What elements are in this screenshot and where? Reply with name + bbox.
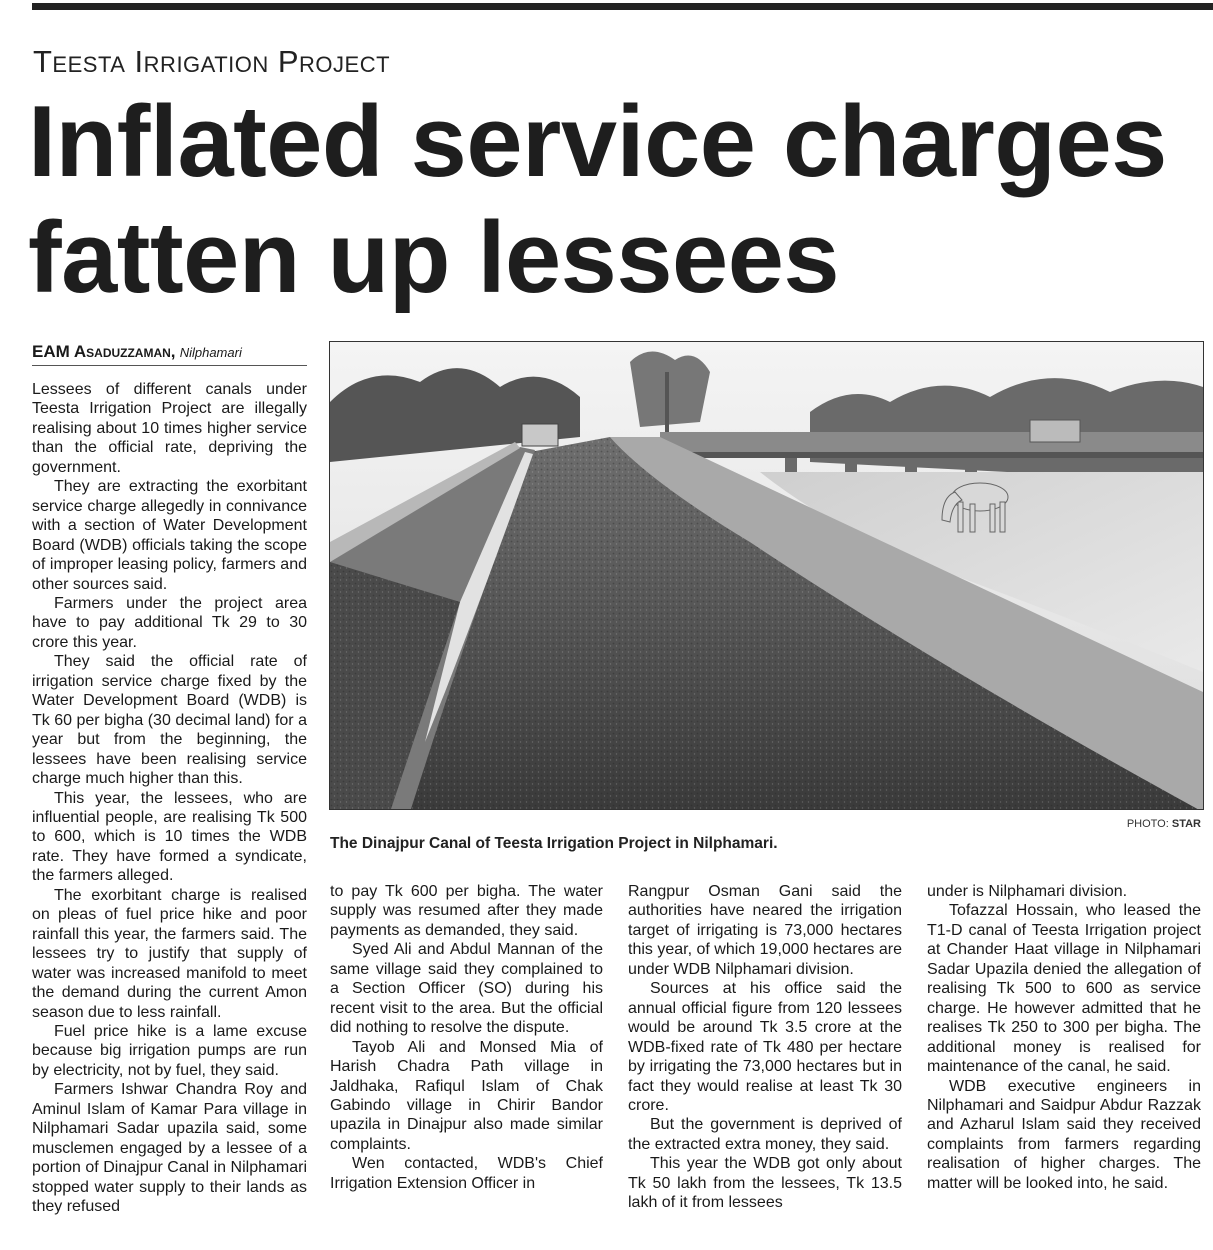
photo-caption: The Dinajpur Canal of Teesta Irrigation Project in Nilphamari. [330, 835, 778, 852]
column-3 [628, 882, 902, 1213]
paragraph: This year the WDB got only about Tk 50 lakh from the lessees, Tk 13.5 lakh of it from lessees [628, 1155, 902, 1212]
paragraph: WDB executive engineers in Nilphamari and Saidpur Abdur Razzak and Azharul Islam said they received complaints from farmers regarding realisation of higher charges. The matter will be looked into, he said. [927, 1077, 1201, 1192]
photo-credit [1020, 818, 1201, 830]
paragraph: Wen contacted, WDB's Chief Irrigation Extension Officer in [330, 1155, 603, 1192]
column-1 [32, 380, 307, 1216]
section-kicker: Teesta Irrigation Project [33, 44, 391, 79]
paragraph: They said the official rate of irrigation service charge fixed by the Water Development Board (WDB) is Tk 60 per bigha (30 decimal land) for a year but from the beginning, the lessees have been realising service charge much higher than this. [32, 653, 307, 788]
column-2 [330, 882, 603, 1193]
author-location: Nilphamari [179, 345, 242, 360]
paragraph: They are extracting the exorbitant service charge allegedly in connivance with a section of Water Development Board (WDB) officials taking the scope of improper leasing policy, farmers and other sources said. [32, 478, 307, 593]
paragraph: to pay Tk 600 per bigha. The water supply was resumed after they made payments as demanded, they said. [330, 883, 603, 939]
paragraph: But the government is deprived of the extracted extra money, they said. [628, 1116, 902, 1153]
paragraph: This year, the lessees, who are influential people, are realising Tk 500 to 600, which is 10 times the WDB rate. They have formed a syndicate, the farmers alleged. [32, 789, 307, 885]
paragraph: Rangpur Osman Gani said the authorities have neared the irrigation target of irrigating is 73,000 hectares this year, of which 19,000 hectares are under WDB Nilphamari division. [628, 883, 902, 978]
paragraph: Farmers Ishwar Chandra Roy and Aminul Islam of Kamar Para village in Nilphamari Sadar upazila said, some musclemen engaged by a lessee of a portion of Dinajpur Canal in Nilphamari stopped water supply to their lands as they refused [32, 1081, 307, 1216]
paragraph: Tofazzal Hossain, who leased the T1-D canal of Teesta Irrigation project at Chander Haat village in Nilphamari Sadar Upazila denied the allegation of realising Tk 500 to 600 as service charge. He however admitted that he realises Tk 250 to 300 per bigha. The additional money is realised for maintenance of the canal, he said. [927, 902, 1201, 1076]
photo-credit-source: STAR [1171, 818, 1201, 830]
author-name: EAM Asaduzzaman, [32, 342, 176, 361]
paragraph: under is Nilphamari division. [927, 883, 1128, 900]
headline [28, 84, 1213, 316]
canal-photo [329, 341, 1204, 810]
photo-credit-label: PHOTO: [1126, 818, 1169, 830]
paragraph: Sources at his office said the annual official figure from 120 lessees would be around Tk 3.5 crore at the WDB-fixed rate of Tk 480 per hectare by irrigating the 73,000 hectares but in fact they would realise at least Tk 30 crore. [628, 980, 902, 1114]
headline-line-1: Inflated service charges [28, 86, 1167, 198]
headline-line-2: fatten up lessees [28, 202, 840, 314]
column-4 [927, 882, 1201, 1193]
paragraph: Lessees of different canals under Teesta Irrigation Project are illegally realising about 10 times higher service than the official rate, depriving the government. [32, 381, 307, 476]
paragraph: Farmers under the project area have to pay additional Tk 29 to 30 crore this year. [32, 594, 307, 651]
top-rule [32, 3, 1213, 10]
paragraph: Syed Ali and Abdul Mannan of the same village said they complained to a Section Officer (SO) during his recent visit to the area. But the official did nothing to resolve the dispute. [330, 941, 603, 1037]
paragraph: Fuel price hike is a lame excuse because big irrigation pumps are run by electricity, not by fuel, they said. [32, 1022, 307, 1079]
paragraph: The exorbitant charge is realised on pleas of fuel price hike and poor rainfall this year, the farmers said. The lessees try to justify that supply of water was increased manifold to meet the demand during the current Amon season due to less rainfall. [32, 886, 307, 1021]
byline [32, 342, 307, 366]
paragraph: Tayob Ali and Monsed Mia of Harish Chadra Path village in Jaldhaka, Rafiqul Islam of Chak Gabindo village in Chirir Bandor upazila in Dinajpur also made similar complaints. [330, 1038, 603, 1153]
